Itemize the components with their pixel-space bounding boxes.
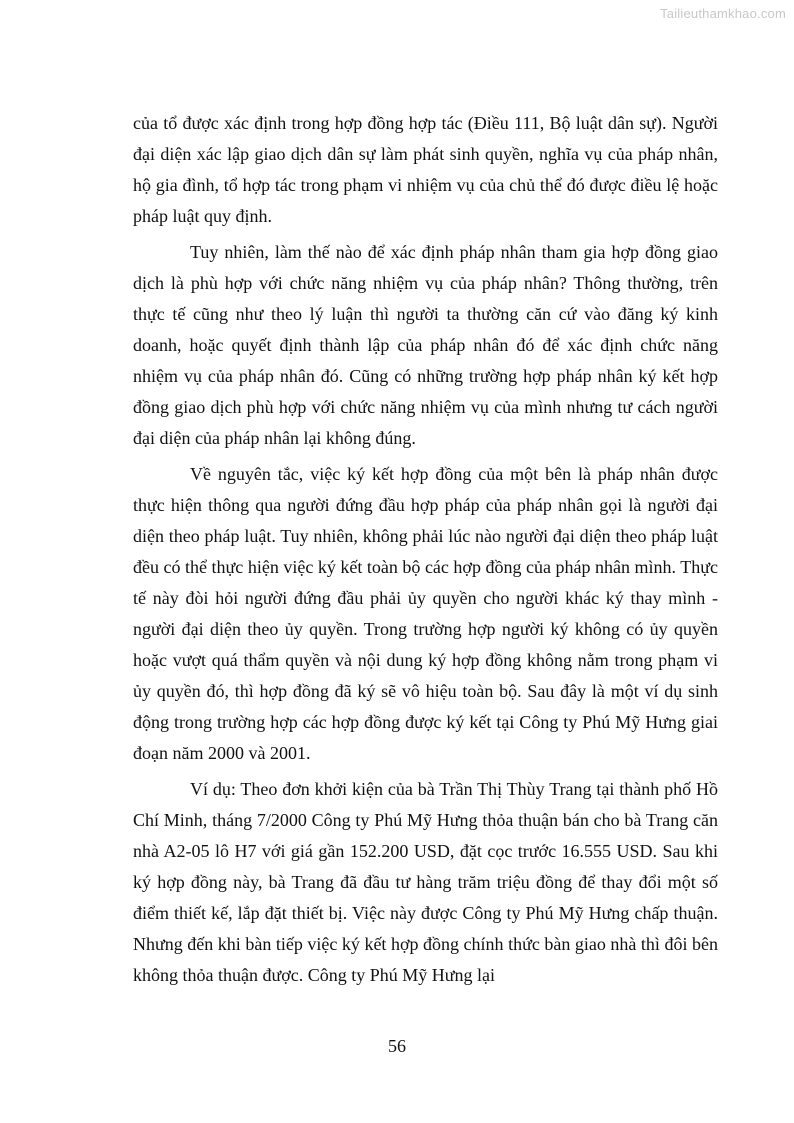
paragraph-4: Ví dụ: Theo đơn khởi kiện của bà Trần Thị Thùy Trang tại thành phố Hồ Chí Minh, tháng 7/2000 Công ty Phú Mỹ Hưng thỏa thuận bán cho bà Trang căn nhà A2-05 lô H7 với giá gần 152.200 USD, đặt cọc trước 16.555 USD. Sau khi ký hợp đồng này, bà Trang đã đầu tư hàng trăm triệu đồng để thay đổi một số điểm thiết kế, lắp đặt thiết bị. Việc này được Công ty Phú Mỹ Hưng chấp thuận. Nhưng đến khi bàn tiếp việc ký kết hợp đồng chính thức bàn giao nhà thì đôi bên không thỏa thuận được. Công ty Phú Mỹ Hưng lại [133, 779, 718, 985]
page-number: 56 [388, 1036, 406, 1056]
document-body [133, 108, 718, 996]
paragraph-1: của tổ được xác định trong hợp đồng hợp tác (Điều 111, Bộ luật dân sự). Người đại diện xác lập giao dịch dân sự làm phát sinh quyền, nghĩa vụ của pháp nhân, hộ gia đình, tổ hợp tác trong phạm vi nhiệm vụ của chủ thể đó được điều lệ hoặc pháp luật quy định. [133, 113, 718, 226]
paragraph-3: Về nguyên tắc, việc ký kết hợp đồng của một bên là pháp nhân được thực hiện thông qua người đứng đầu hợp pháp của pháp nhân gọi là người đại diện theo pháp luật. Tuy nhiên, không phải lúc nào người đại diện theo pháp luật đều có thể thực hiện việc ký kết toàn bộ các hợp đồng của pháp nhân mình. Thực tế này đòi hỏi người đứng đầu phải ủy quyền cho người khác ký thay mình - người đại diện theo ủy quyền. Trong trường hợp người ký không có ủy quyền hoặc vượt quá thẩm quyền và nội dung ký hợp đồng không nằm trong phạm vi ủy quyền đó, thì hợp đồng đã ký sẽ vô hiệu toàn bộ. Sau đây là một ví dụ sinh động trong trường hợp các hợp đồng được ký kết tại Công ty Phú Mỹ Hưng giai đoạn năm 2000 và 2001. [133, 464, 718, 763]
watermark: Tailieuthamkhao.com [660, 6, 786, 21]
paragraph-2: Tuy nhiên, làm thế nào để xác định pháp nhân tham gia hợp đồng giao dịch là phù hợp với chức năng nhiệm vụ của pháp nhân? Thông thường, trên thực tế cũng như theo lý luận thì người ta thường căn cứ vào đăng ký kinh doanh, hoặc quyết định thành lập của pháp nhân đó để xác định chức năng nhiệm vụ của pháp nhân đó. Cũng có những trường hợp pháp nhân ký kết hợp đồng giao dịch phù hợp với chức năng nhiệm vụ của mình nhưng tư cách người đại diện của pháp nhân lại không đúng. [133, 242, 718, 448]
